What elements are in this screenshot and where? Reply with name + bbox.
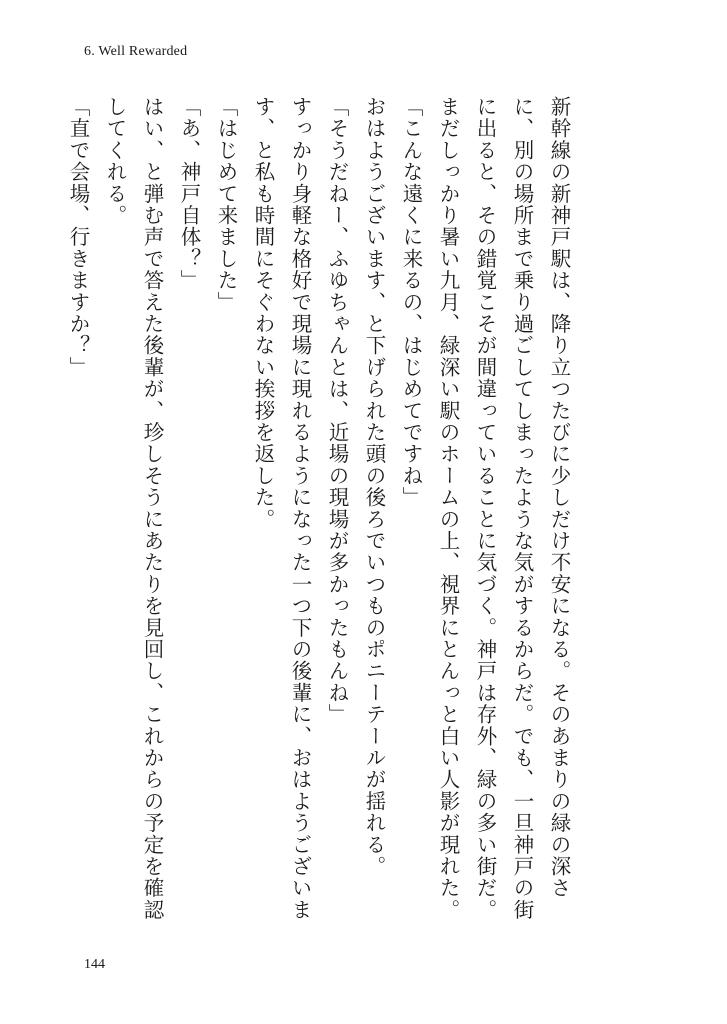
paragraph-8: 「あ、神戸自体？」 — [177, 96, 201, 292]
running-header: 6. Well Rewarded — [84, 44, 188, 59]
paragraph-7: 「はじめて来ました」 — [214, 96, 238, 313]
paragraph-1: 新幹線の新神戸駅は、降り立つたびに少しだけ不安になる。そのあまりの緑の深さに、別の場所まで乗り過ごしてしまったような気がするからだ。でも、一旦神戸の街に出ると、その錯覚こそが間違っていることに気づく。神戸は存外、緑の多い街だ。 — [473, 96, 571, 921]
paragraph-6: すっかり身軽な格好で現場に現れるようになった一つ下の後輩に、おはようございます、と私も時間にそぐわない挨拶を返した。 — [251, 96, 312, 921]
paragraph-9: はい、と弾む声で答えた後輩が、珍しそうにあたりを見回し、これからの予定を確認してくれる。 — [103, 96, 164, 921]
paragraph-10: 「直で会場、行きますか？」 — [66, 96, 90, 379]
paragraph-4: おはようございます、と下げられた頭の後ろでいつものポニーテールが揺れる。 — [362, 96, 386, 878]
paragraph-2: まだしっかり暑い九月、緑深い駅のホームの上、視界にとんっと白い人影が現れた。 — [436, 96, 460, 921]
page-number: 144 — [84, 957, 105, 972]
vertical-body-text — [59, 96, 577, 926]
paragraph-5: 「そうだねー、ふゆちゃんとは、近場の現場が多かったもんね」 — [325, 96, 349, 726]
paragraph-3: 「こんな遠くに来るの、はじめてですね」 — [399, 96, 423, 509]
